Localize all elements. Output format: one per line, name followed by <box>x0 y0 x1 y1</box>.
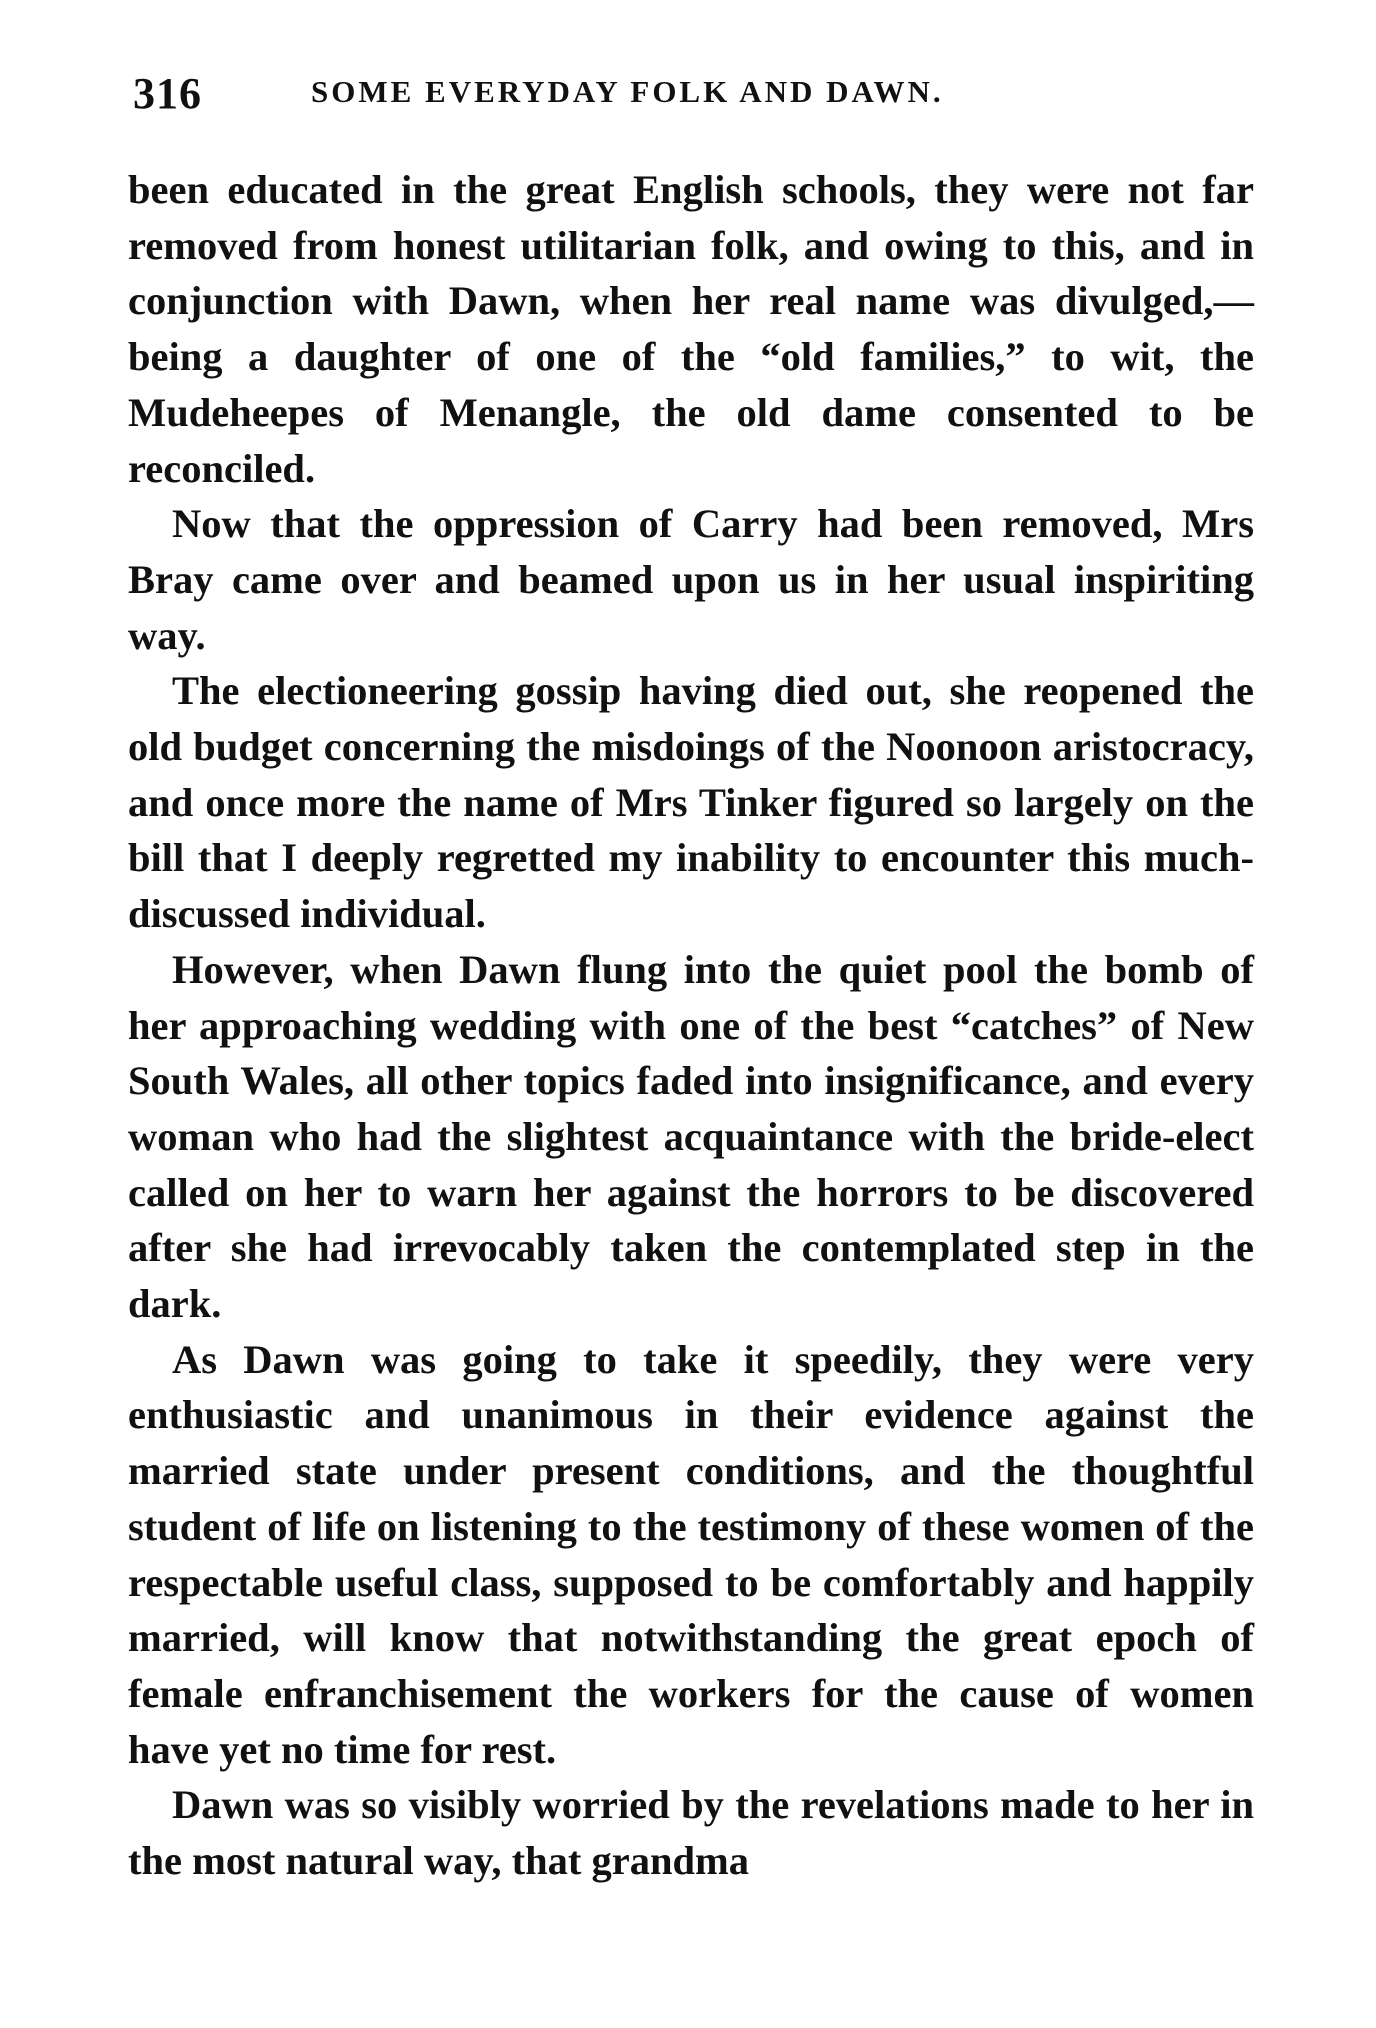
paragraph-4: However, when Dawn flung into the quiet pool the bomb of her approaching wedding with one of the best “catches” of New South Wales, all other topics faded into insignificance, and every woman who had the slightest acquaintance with the bride-elect called on her to warn her against the horrors to be discovered after she had irrevocably taken the contemplated step in the dark. <box>128 946 1254 1327</box>
paragraph-3: The electioneering gossip having died out, she reopened the old budget concerning the misdoings of the Noonoon aristocracy, and once more the name of Mrs Tinker figured so largely on the bill that I deeply regretted my inability to encounter this much-discussed individual. <box>128 668 1254 937</box>
paragraph-2: Now that the oppression of Carry had been removed, Mrs Bray came over and beamed upon us in her usual inspiriting way. <box>128 501 1254 658</box>
running-head <box>133 68 1253 118</box>
paragraph-6: Dawn was so visibly worried by the revelations made to her in the most natural way, that grandma <box>128 1782 1254 1884</box>
paragraph-1: been educated in the great English schools, they were not far removed from honest utilitarian folk, and owing to this, and in conjunction with Dawn, when her real name was divulged,—being a daughter of one of the “old families,” to wit, the Mudeheepes of Menangle, the old dame consented to be reconciled. <box>128 167 1254 491</box>
paragraph-5: As Dawn was going to take it speedily, they were very enthusiastic and unanimous in their evidence against the married state under present conditions, and the thoughtful student of life on listening to the testimony of these women of the respectable useful class, supposed to be comfortably and happily married, will know that notwithstanding the great epoch of female enfranchisement the workers for the cause of women have yet no time for rest. <box>128 1336 1254 1772</box>
book-title: SOME EVERYDAY FOLK AND DAWN. <box>311 74 944 109</box>
body-text <box>128 162 1254 1889</box>
page-number: 316 <box>133 69 202 118</box>
